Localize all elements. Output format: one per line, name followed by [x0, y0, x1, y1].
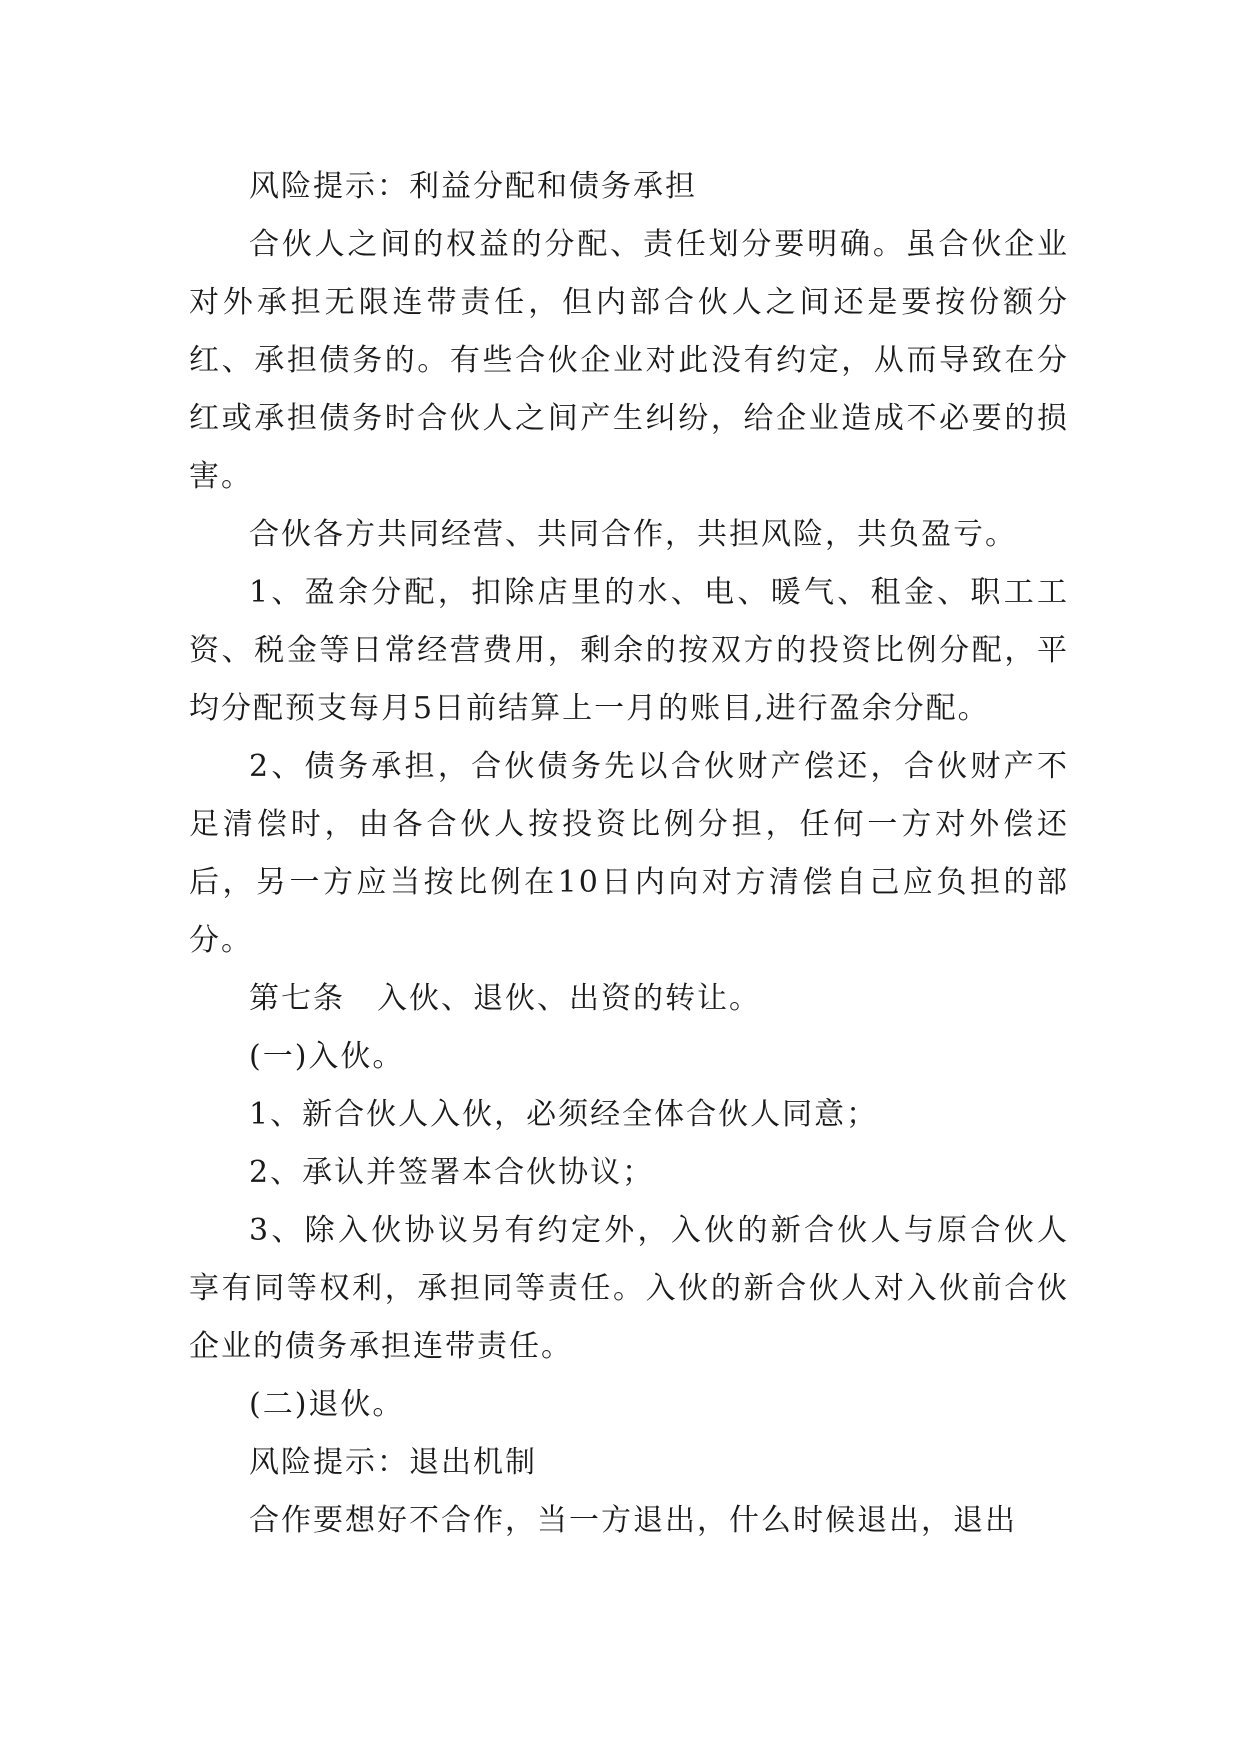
section-heading-withdrawal: (二)退伙。 [249, 1387, 405, 1422]
risk-heading-exit: 风险提示：退出机制 [249, 1445, 537, 1480]
list-item: 1、新合伙人入伙，必须经全体合伙人同意； [249, 1097, 879, 1132]
list-item-profit-distribution: 1、盈余分配，扣除店里的水、电、暖气、租金、职工工资、税金等日常经营费用，剩余的按双方的投资比例分配，平均分配预支每月5日前结算上一月的账目,进行盈余分配。 [189, 575, 1069, 726]
body-paragraph: 合伙人之间的权益的分配、责任划分要明确。虽合伙企业对外承担无限连带责任，但内部合伙人之间还是要按份额分红、承担债务的。有些合伙企业对此没有约定，从而导致在分红或承担债务时合伙人之间产生纠纷，给企业造成不必要的损害。 [189, 227, 1069, 494]
list-item: 3、除入伙协议另有约定外，入伙的新合伙人与原合伙人享有同等权利，承担同等责任。入伙的新合伙人对入伙前合伙企业的债务承担连带责任。 [189, 1213, 1069, 1364]
body-paragraph: 合伙各方共同经营、共同合作，共担风险，共负盈亏。 [249, 517, 1017, 552]
risk-heading-profit-debt: 风险提示：利益分配和债务承担 [249, 169, 697, 204]
list-item-debt-bearing: 2、债务承担，合伙债务先以合伙财产偿还，合伙财产不足清偿时，由各合伙人按投资比例分担，任何一方对外偿还后，另一方应当按比例在10日内向对方清偿自己应负担的部分。 [189, 749, 1069, 958]
section-heading-joining: (一)入伙。 [249, 1039, 405, 1074]
article-heading-7: 第七条 入伙、退伙、出资的转让。 [249, 981, 761, 1016]
list-item: 2、承认并签署本合伙协议； [249, 1155, 655, 1190]
body-paragraph: 合作要想好不合作，当一方退出，什么时候退出，退出 [249, 1503, 1017, 1538]
document-body [189, 158, 1069, 1550]
